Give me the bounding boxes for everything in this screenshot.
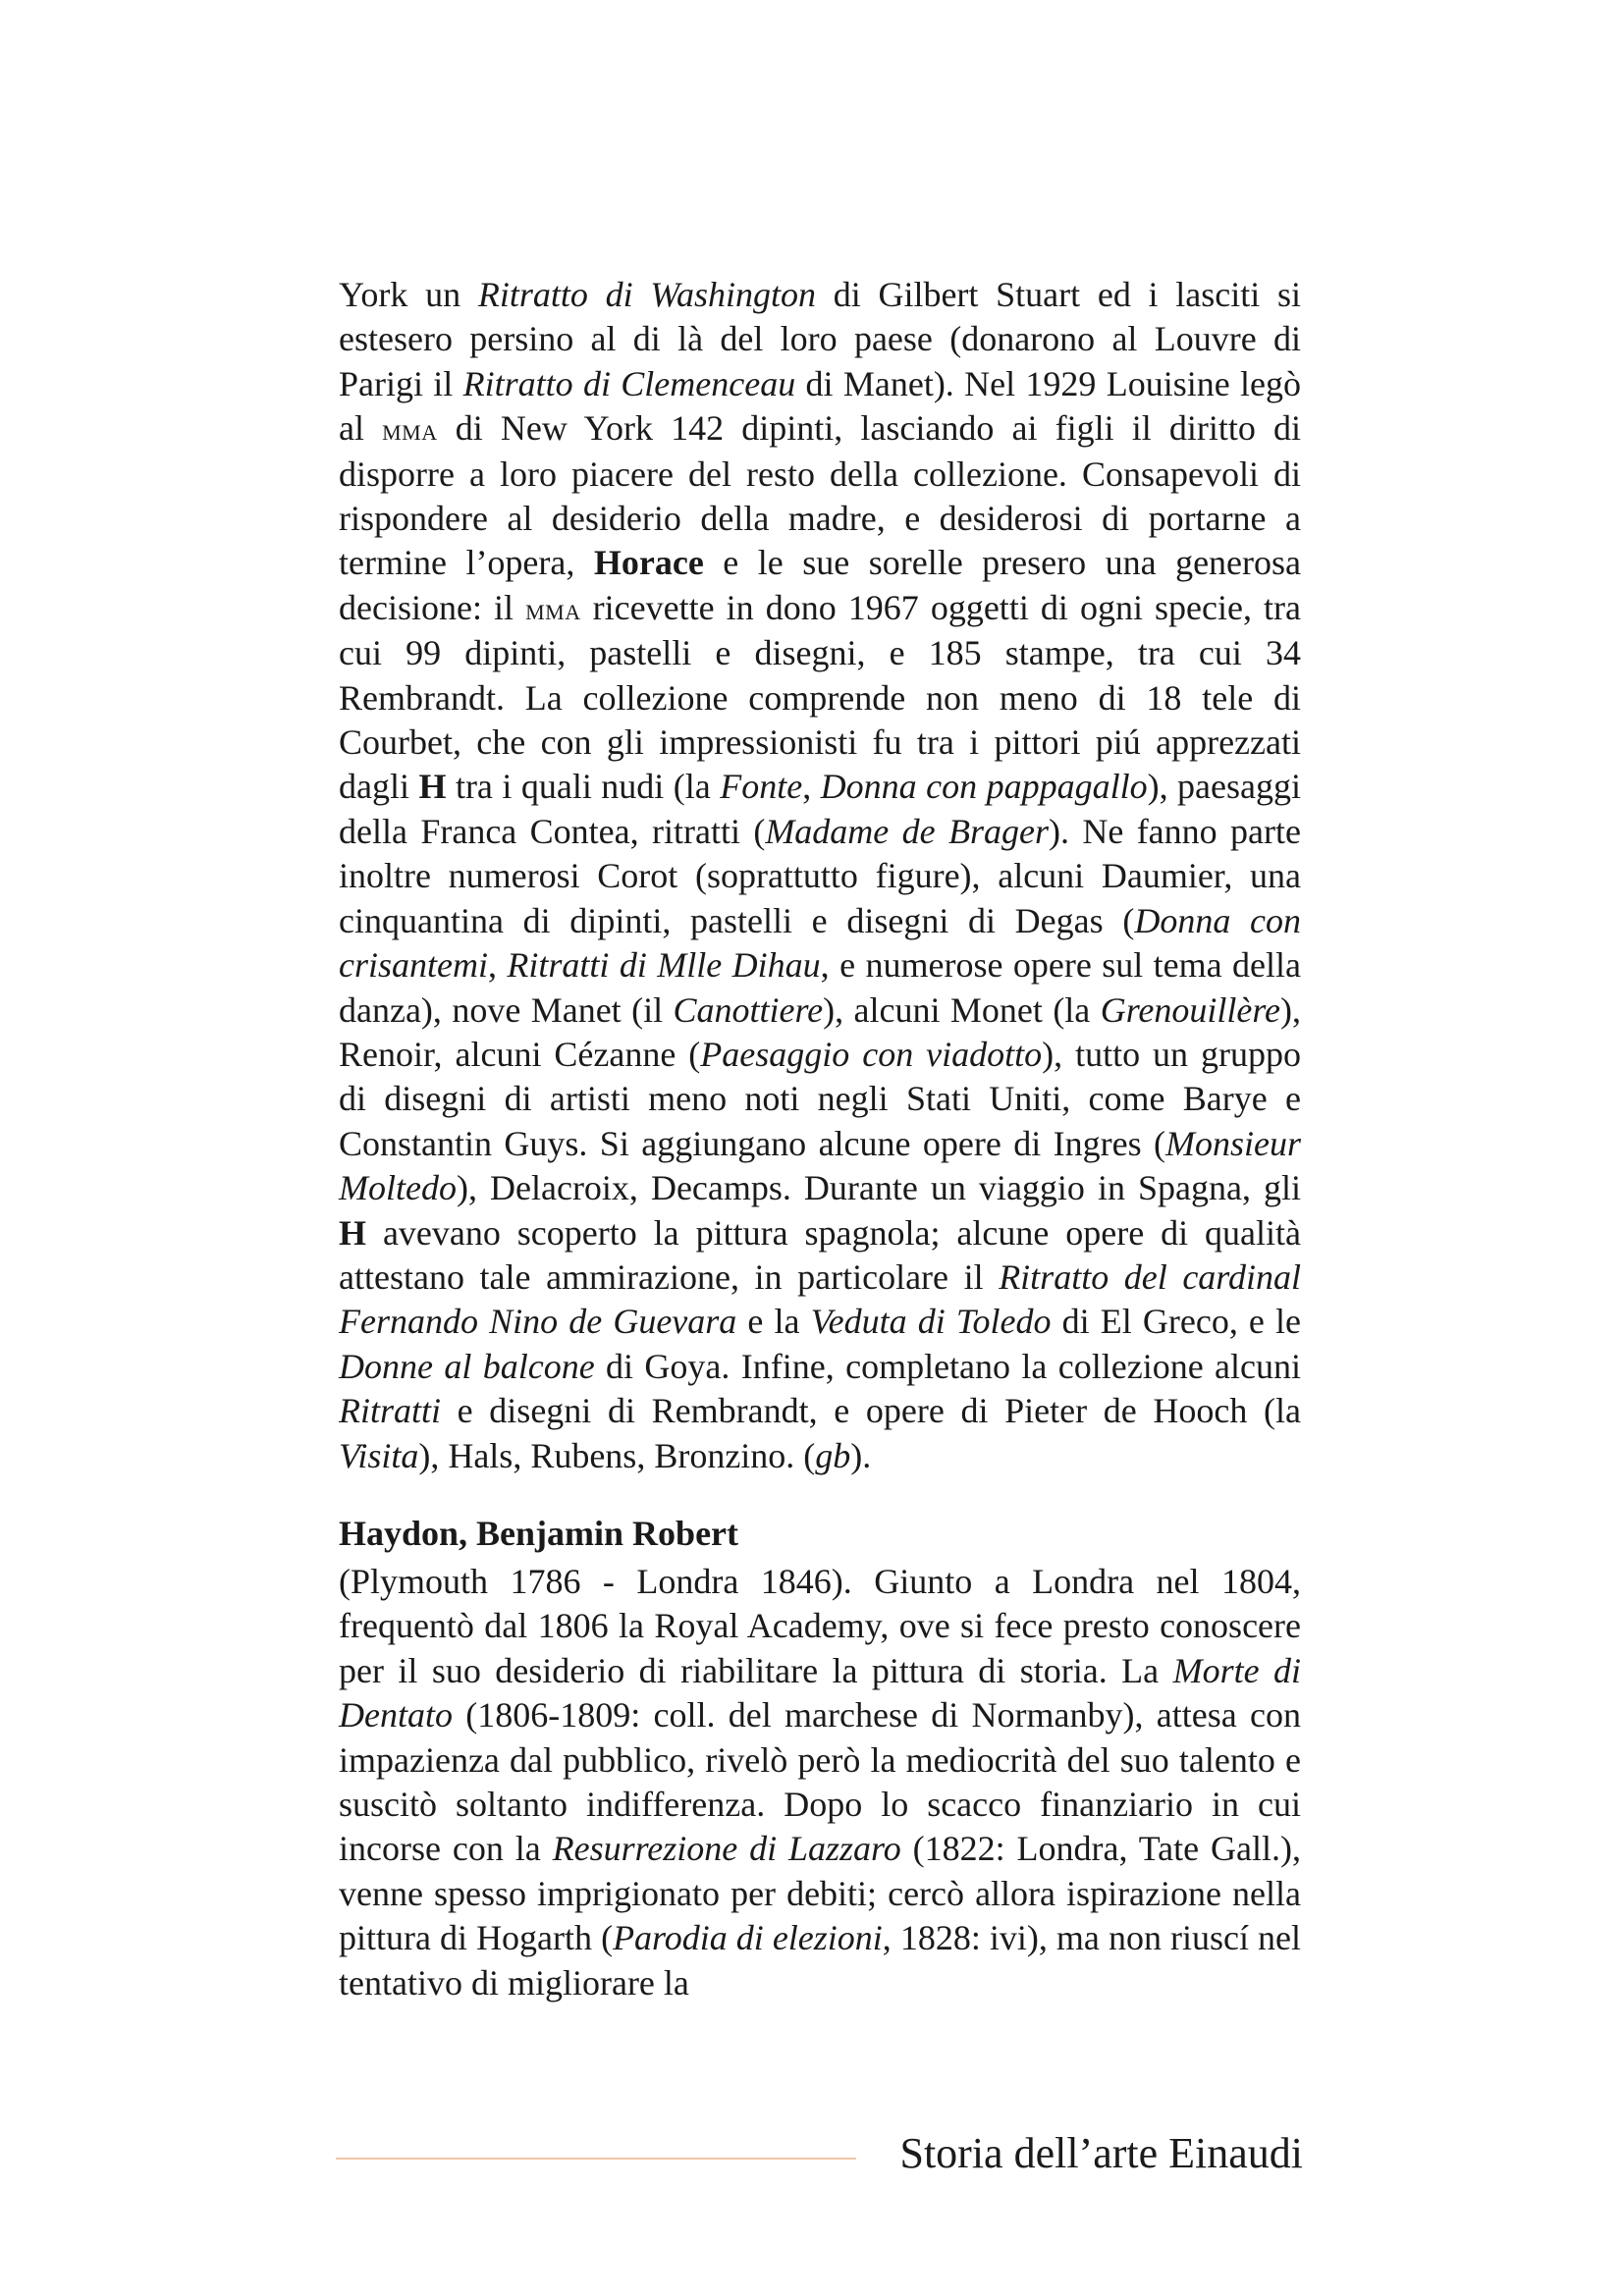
text-run: ), tutto un gruppo di disegni di artisti meno noti negli Stati Uniti, come Barye e Constantin Guys. Si aggiungano alcune opere di Ingres ( [339,1034,1301,1163]
italic-title: Ritratti di Mlle Dihau [507,945,821,986]
bold-reference: H [418,767,447,807]
footer-rule [336,2158,856,2160]
italic-title: Morte di Dentato [339,1650,1301,1735]
abbreviation: mma [525,591,581,626]
italic-title: Veduta di Toledo [810,1302,1052,1342]
footer-title: Storia dell’arte Einaudi [899,2129,1303,2177]
text-run: York un [339,275,478,314]
italic-title: Ritratti [339,1391,442,1431]
main-text [339,273,1301,2005]
text-run: di Gilbert Stuart ed i lasciti si estesero persino al di là del loro paese (donarono al Louvre di Parigi il [339,275,1301,403]
text-run: , [802,767,821,807]
text-run: ), Hals, Rubens, Bronzino. ( [418,1435,816,1475]
entry-paragraph [339,1560,1301,2005]
text-run: di Manet). Nel 1929 Louisine legò al [339,363,1302,449]
italic-title: Monsieur Moltedo [339,1123,1301,1208]
text-run: e la [736,1302,811,1342]
text-run: e le sue sorelle presero una generosa decisione: il [339,543,1302,627]
text-run: tra i quali nudi (la [446,767,721,807]
text-run: , e numerose opere sul tema della danza), nove Manet (il [339,945,1301,1030]
text-run: (1822: Londra, Tate Gall.), venne spesso imprigionato per debiti; cercò allora ispirazione nella pittura di Hogarth ( [339,1829,1301,1958]
text-run: ), alcuni Monet (la [823,989,1101,1030]
italic-title: Canottiere [673,989,824,1030]
italic-title: Fonte [720,767,803,807]
text-run: ). Ne fanno parte inoltre numerosi Corot (soprattutto figure), alcuni Daumier, una cinquantina di dipinti, pastelli e disegni di Degas ( [339,811,1301,940]
text-run: ricevette in dono 1967 oggetti di ogni specie, tra cui 99 dipinti, pastelli e disegni, e 185 stampe, tra cui 34 Rembrandt. La collezione comprende non meno di 18 tele di Courbet, che con gli impressionisti fu tra i pittori piú apprezzati dagli [339,587,1301,807]
text-run: ), Renoir, alcuni Cézanne ( [339,989,1301,1074]
text-run: di New York 142 dipinti, lasciando ai figli il diritto di disporre a loro piacere del resto della collezione. Consapevoli di rispondere al desiderio della madre, e desiderosi di portarne a termine l’opera, [339,408,1301,583]
italic-title: Donne al balcone [339,1346,595,1386]
page-footer [336,2126,1303,2185]
abbreviation: mma [382,412,438,448]
text-run: (Plymouth 1786 - Londra 1846). Giunto a Londra nel 1804, frequentò dal 1806 la Royal Academy, ove si fece presto conoscere per il suo desiderio di riabilitare la pittura di storia. La [339,1561,1301,1690]
text-run: di El Greco, e le [1051,1302,1302,1342]
text-run: (1806-1809: coll. del marchese di Normanby), attesa con impazienza dal pubblico, rivelò però la mediocrità del suo talento e suscitò soltanto indifferenza. Dopo lo scacco finanziario in cui incorse con la [339,1695,1301,1869]
text-run: , 1828: ivi), ma non riuscí nel tentativo di migliorare la [339,1918,1301,2002]
text-run: ). [850,1435,872,1475]
italic-title: Donna con pappagallo [820,767,1148,807]
italic-title: Resurrezione di Lazzaro [552,1829,901,1869]
text-run: , [487,945,508,986]
italic-title: Parodia di elezioni [613,1918,883,1958]
italic-title: Visita [339,1435,419,1475]
body-paragraph [339,273,1301,1478]
entry-heading: Haydon, Benjamin Robert [339,1513,739,1553]
bold-reference: Horace [593,543,704,583]
text-run: di Goya. Infine, completano la collezione alcuni [594,1346,1302,1386]
italic-title: Ritratto di Washington [477,275,816,314]
italic-title: Grenouillère [1100,989,1280,1030]
text-run: ), paesaggi della Franca Contea, ritratti ( [339,767,1301,851]
italic-title: Ritratto di Clemenceau [462,363,796,403]
text-run: ), Delacroix, Decamps. Durante un viaggio in Spagna, gli [456,1168,1301,1208]
italic-title: gb [815,1435,851,1475]
italic-title: Paesaggio con viadotto [700,1034,1043,1074]
text-run: e disegni di Rembrandt, e opere di Pieter de Hooch (la [441,1391,1301,1431]
italic-title: Madame de Brager [765,811,1049,851]
italic-title: Ritratto del cardinal Fernando Nino de Guevara [339,1256,1301,1342]
italic-title: Donna con crisantemi [339,900,1301,986]
text-run: avevano scoperto la pittura spagnola; alcune opere di qualità attestano tale ammirazione, in particolare il [339,1212,1301,1297]
bold-reference: H [339,1212,367,1253]
